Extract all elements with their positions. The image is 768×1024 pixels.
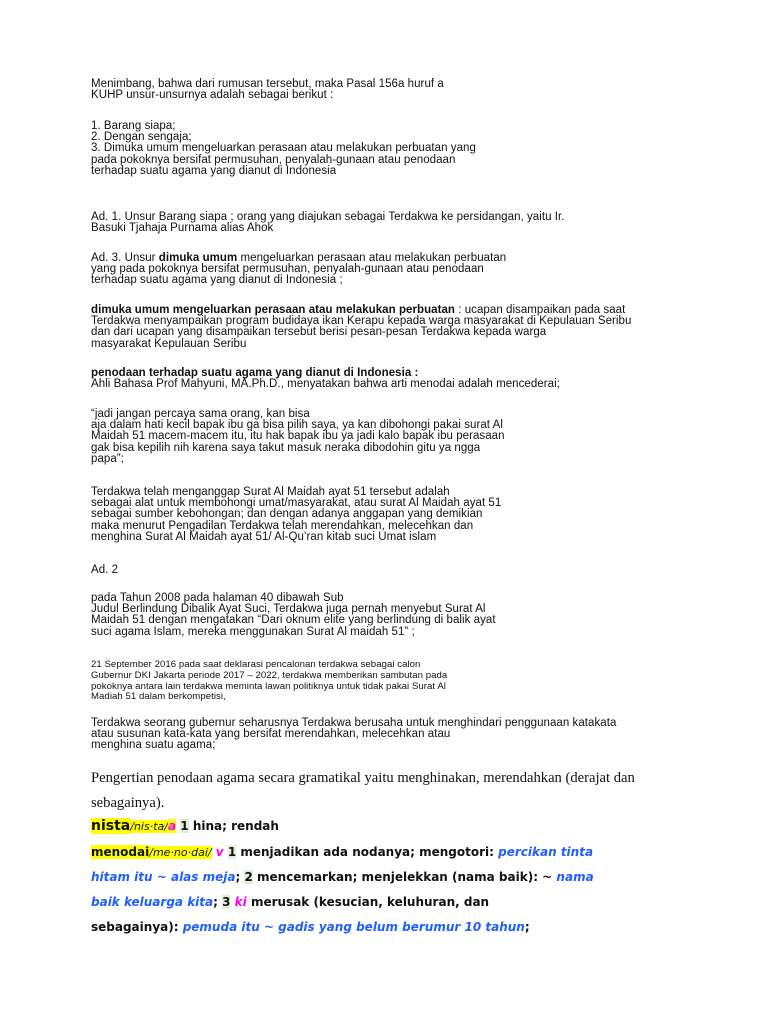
text-line: terhadap suatu agama yang dianut di Indonesia ;	[91, 274, 343, 287]
dictionary-entry-menodai-line4: sebagainya): pemuda itu ~ gadis yang belum berumur 10 tahun;	[91, 920, 530, 934]
text-line: Madiah 51 dalam berkompetisi,	[91, 691, 226, 703]
text-line: pada Tahun 2008 pada halaman 40 dibawah Sub	[91, 592, 344, 604]
text-line: menghina suatu agama;	[91, 739, 216, 752]
quote-line: “jadi jangan percaya sama orang, kan bisa	[91, 408, 310, 420]
text-line: maka menurut Pengadilan Terdakwa telah merendahkan, melecehkan dan	[91, 519, 474, 532]
paragraph-ad3	[91, 253, 506, 287]
list-item: 2. Dengan sengaja;	[91, 131, 192, 144]
bold-heading: dimuka umum mengeluarkan perasaan atau melakukan perbuatan	[91, 304, 455, 316]
text-line: Terdakwa telah menganggap Surat Al Maidah ayat 51 tersebut adalah	[91, 486, 450, 498]
text-line: Ad. 3. Unsur dimuka umum mengeluarkan perasaan atau melakukan perbuatan	[91, 252, 507, 264]
definition: hina; rendah	[188, 819, 279, 833]
list-item: 1. Barang siapa;	[91, 120, 176, 132]
elements-list	[91, 121, 476, 177]
paragraph-ad1	[91, 212, 565, 234]
text-line: Maidah 51 dengan mengatakan “Dari oknum elite yang berlindung di balik ayat	[91, 614, 496, 627]
quote-line: gak bisa kepilih nih karena saya takut masuk neraka dibodohin gitu ya ngga	[91, 441, 481, 454]
quote-block	[91, 409, 505, 465]
bold-heading: penodaan terhadap suatu agama yang dianut di Indonesia :	[91, 367, 419, 379]
text-line: Menimbang, bahwa dari rumusan tersebut, maka Pasal 156a huruf a	[91, 78, 444, 90]
paragraph-dimuka-umum	[91, 305, 631, 350]
dictionary-entry-menodai	[91, 845, 593, 859]
text-line: Terdakwa menyampaikan program budidaya ikan Kerapu kepada warga masyarakat di Kepulauan Seribu	[91, 315, 632, 328]
sense-number: 1	[180, 819, 189, 833]
quote-line: papa”;	[91, 452, 124, 465]
quote-line: Maidah 51 macem-macem itu, itu hak bapak ibu ya jadi kalo bapak ibu perasaan	[91, 430, 505, 443]
text-line: menghina Surat Al Maidah ayat 51/ Al-Qu’ran kitab suci Umat islam	[91, 530, 437, 543]
list-item: terhadap suatu agama yang dianut di Indonesia	[91, 164, 337, 177]
text-line: masyarakat Kepulauan Seribu	[91, 337, 247, 350]
paragraph-terdakwa	[91, 487, 501, 543]
text-line: dan dari ucapan yang disampaikan tersebut berisi pesan-pesan Terdakwa kepada warga	[91, 326, 547, 339]
text-line: Basuki Tjahaja Purnama alias Ahok	[91, 222, 274, 235]
headword: menodai	[91, 845, 150, 859]
bold-term: dimuka umum	[158, 252, 238, 264]
quote-line: aja dalam hati kecil bapak ibu ga bisa pilih saya, ya kan dibohongi pakai surat Al	[91, 419, 503, 432]
dictionary-entry-nista	[91, 818, 279, 834]
pronunciation: /nis·ta/	[130, 820, 168, 833]
example: percikan tinta	[498, 845, 594, 859]
text-line: Judul Berlindung Dibalik Ayat Suci, Terdakwa juga pernah menyebut Surat Al	[91, 603, 486, 616]
text-line: atau susunan kata-kata yang bersifat merendahkan, melecehkan atau	[91, 728, 451, 741]
text-line: Ad. 1. Unsur Barang siapa ; orang yang diajukan sebagai Terdakwa ke persidangan, yaitu Ir.	[91, 211, 565, 223]
text-line: Ahli Bahasa Prof Mahyuni, MA.Ph.D., menyatakan bahwa arti menodai adalah mencederai;	[91, 378, 560, 391]
word-class: a	[167, 819, 177, 833]
example: nama	[556, 870, 594, 884]
dictionary-entry-menodai-line3: baik keluarga kita; 3 ki merusak (kesucian, keluhuran, dan	[91, 895, 490, 909]
text-line: Pengertian penodaan agama secara gramatikal yaitu menghinakan, merendahkan (derajat dan	[91, 770, 635, 786]
text-line: 21 September 2016 pada saat deklarasi pencalonan terdakwa sebagai calon	[91, 659, 421, 670]
pronunciation: /me·no·dai/	[149, 846, 212, 859]
sense-number: 2	[244, 870, 253, 884]
heading-ad2: Ad. 2	[91, 564, 119, 576]
text-line: sebagai sumber kebohongan; dan dengan adanya anggapan yang demikian	[91, 508, 483, 521]
paragraph-tahun-2008	[91, 593, 496, 638]
example: baik keluarga kita	[91, 895, 214, 909]
text-line: sebagai alat untuk membohongi umat/masyarakat, atau surat Al Maidah ayat 51	[91, 497, 502, 510]
paragraph-gubernur	[91, 718, 616, 752]
word-class: ki	[234, 895, 247, 909]
text-line: Gubernur DKI Jakarta periode 2017 – 2022, terdakwa memberikan sambutan pada	[91, 669, 448, 681]
list-item: 3. Dimuka umum mengeluarkan perasaan atau melakukan perbuatan yang	[91, 142, 476, 155]
list-item: pada pokoknya bersifat permusuhan, penyalah-gunaan atau penodaan	[91, 153, 456, 166]
text-line: suci agama Islam, mereka menggunakan Surat Al maidah 51” ;	[91, 625, 415, 638]
definition: menjadikan ada nodanya; mengotori:	[236, 845, 499, 859]
paragraph-penodaan	[91, 368, 560, 390]
word-class: v	[215, 845, 224, 859]
text-line: sebagainya).	[91, 795, 165, 811]
sense-number: 3	[222, 895, 231, 909]
sense-number: 1	[227, 845, 237, 859]
example: hitam itu ~ alas meja	[91, 870, 236, 884]
definition: sebagainya):	[91, 920, 183, 934]
headword: nista	[91, 818, 131, 834]
text-line: pokoknya antara lain terdakwa meminta lawan politiknya untuk tidak pakai Surat Al	[91, 680, 446, 692]
text-line: KUHP unsur-unsurnya adalah sebagai berikut :	[91, 89, 334, 102]
definition: merusak (kesucian, keluhuran, dan	[246, 895, 490, 909]
paragraph-september	[91, 660, 447, 703]
text-line: yang pada pokoknya bersifat permusuhan, penyalah-gunaan atau penodaan	[91, 263, 484, 276]
paragraph-menimbang	[91, 79, 444, 101]
definition: mencemarkan; menjelekkan (nama baik): ~	[252, 870, 557, 884]
text-line: Terdakwa seorang gubernur seharusnya Terdakwa berusaha untuk menghindari penggunaan katakata	[91, 717, 617, 729]
example: pemuda itu ~ gadis yang belum berumur 10 tahun	[182, 920, 525, 934]
dictionary-entry-menodai-line2: hitam itu ~ alas meja; 2 mencemarkan; menjelekkan (nama baik): ~ nama	[91, 870, 594, 884]
text-line: dimuka umum mengeluarkan perasaan atau melakukan perbuatan : ucapan disampaikan pada saat	[91, 304, 626, 316]
paragraph-pengertian	[91, 766, 635, 816]
